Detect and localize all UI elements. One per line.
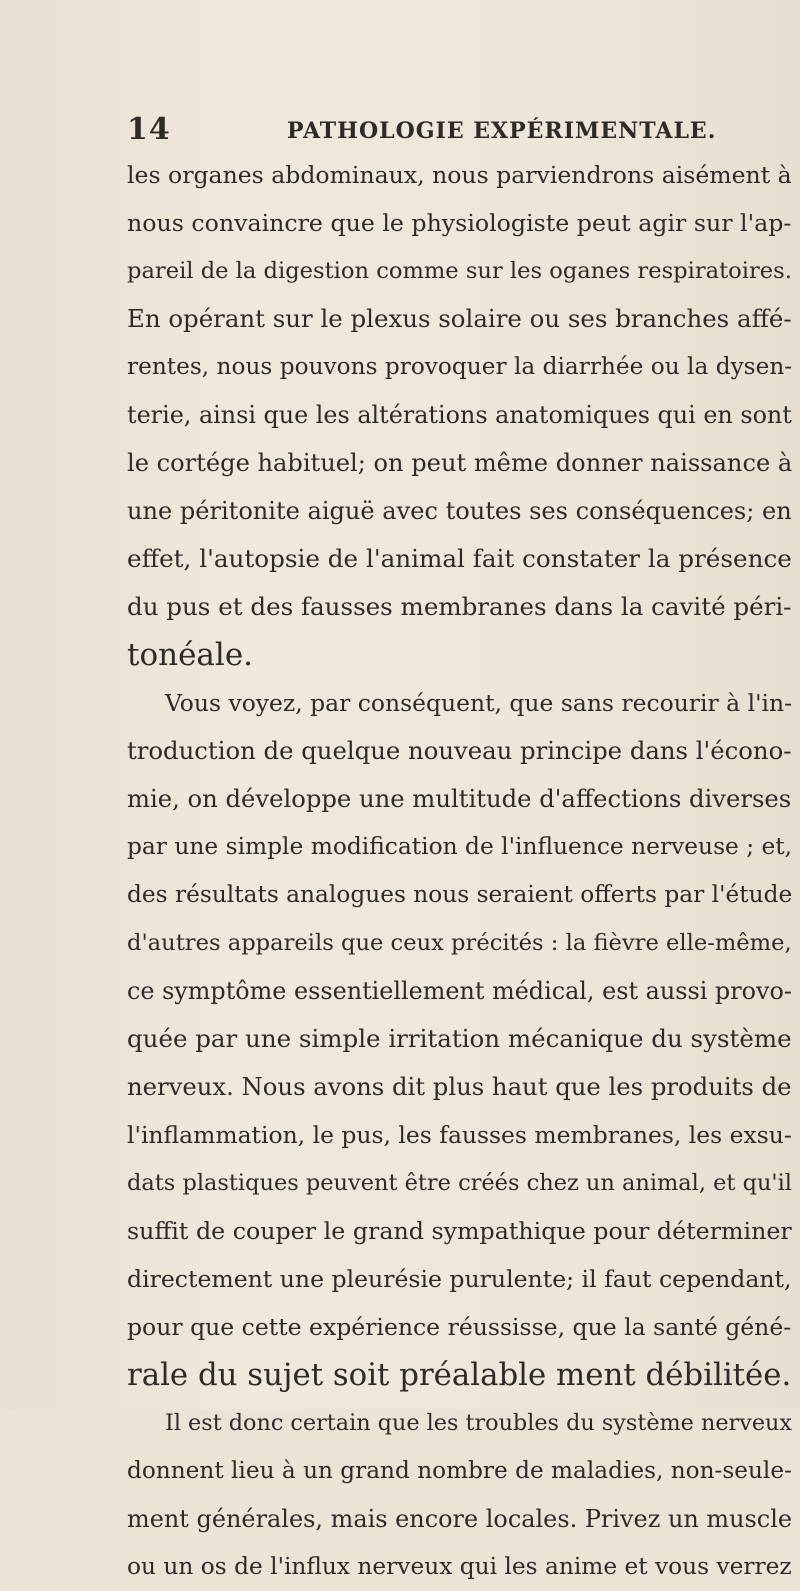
text-line: une péritonite aiguë avec toutes ses conséquences; en	[127, 497, 792, 525]
text-line: l'inflammation, le pus, les fausses membranes, les exsu-	[127, 1121, 792, 1149]
text-line: quée par une simple irritation mécanique du système	[127, 1024, 792, 1053]
text-line: nerveux. Nous avons dit plus haut que les produits de	[127, 1072, 792, 1101]
text-line: directement une pleurésie purulente; il faut cependant,	[127, 1265, 792, 1293]
text-line: En opérant sur le plexus solaire ou ses branches affé-	[127, 304, 792, 333]
text-line: rale du sujet soit préalable ment débilitée.	[127, 1357, 792, 1393]
text-line: pour que cette expérience réussisse, que la santé géné-	[127, 1313, 792, 1341]
text-line: des résultats analogues nous seraient offerts par l'étude	[127, 881, 793, 908]
page-header	[127, 112, 727, 152]
text-line: mie, on développe une multitude d'affections diverses	[127, 784, 792, 813]
text-line: troduction de quelque nouveau principe dans l'écono-	[127, 736, 792, 765]
text-line: du pus et des fausses membranes dans la cavité péri-	[127, 592, 792, 621]
paragraph-start-line: Il est donc certain que les troubles du système nerveux	[165, 1410, 792, 1436]
page-number: 14	[127, 112, 171, 147]
text-line: pareil de la digestion comme sur les oganes respiratoires.	[127, 258, 792, 284]
text-line: par une simple modification de l'influence nerveuse ; et,	[127, 833, 793, 860]
text-line: tonéale.	[127, 637, 254, 673]
text-line: suffit de couper le grand sympathique pour déterminer	[127, 1217, 792, 1245]
text-line: ce symptôme essentiellement médical, est aussi provo-	[127, 977, 792, 1005]
text-line: effet, l'autopsie de l'animal fait constater la présence	[127, 544, 792, 573]
text-line: le cortége habituel; on peut même donner naissance à	[127, 449, 793, 477]
text-line: ou un os de l'influx nerveux qui les anime et vous verrez	[127, 1553, 792, 1580]
text-line: donnent lieu à un grand nombre de maladies, non-seule-	[127, 1457, 792, 1484]
text-line: dats plastiques peuvent être créés chez un animal, et qu'il	[127, 1170, 792, 1196]
text-line: nous convaincre que le physiologiste peut agir sur l'ap-	[127, 209, 792, 237]
text-line: les organes abdominaux, nous parviendrons aisément à	[127, 161, 792, 189]
text-line: rentes, nous pouvons provoquer la diarrhée ou la dysen-	[127, 353, 793, 380]
body-text	[127, 151, 797, 1591]
text-line: d'autres appareils que ceux précités : la fièvre elle-même,	[127, 930, 792, 956]
text-line: terie, ainsi que les altérations anatomiques qui en sont	[127, 401, 792, 429]
text-line: ment générales, mais encore locales. Privez un muscle	[127, 1505, 793, 1533]
paragraph-start-line: Vous voyez, par conséquent, que sans recourir à l'in-	[165, 689, 793, 717]
running-title: PATHOLOGIE EXPÉRIMENTALE.	[287, 118, 717, 144]
